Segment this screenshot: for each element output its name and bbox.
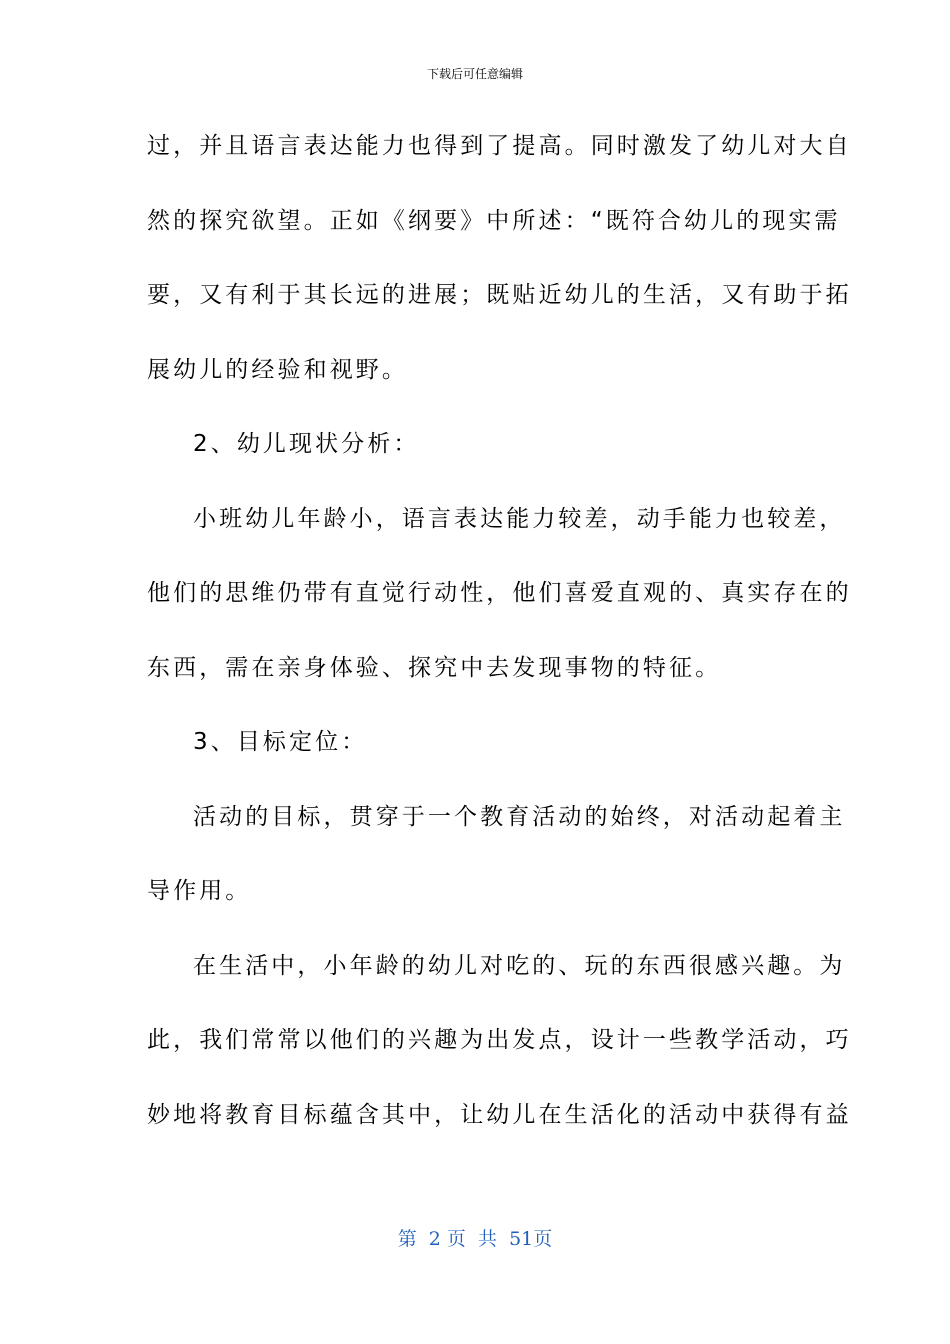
body-line-3: 要，又有利于其长远的进展；既贴近幼儿的生活，又有助于拓 — [147, 282, 852, 308]
section-heading-2: 2、幼儿现状分析： — [193, 431, 420, 457]
body-line-7: 他们的思维仍带有直觉行动性，他们喜爱直观的、真实存在的 — [147, 580, 852, 606]
body-line-10: 活动的目标，贯穿于一个教育活动的始终，对活动起着主 — [193, 803, 846, 830]
body-line-1: 过，并且语言表达能力也得到了提高。同时激发了幼儿对大自 — [147, 133, 852, 159]
document-body — [147, 124, 852, 1167]
page-header-note: 下载后可任意编辑 — [426, 67, 523, 81]
body-line-14: 妙地将教育目标蕴含其中，让幼儿在生活化的活动中获得有益 — [147, 1101, 852, 1128]
body-line-2: 然的探究欲望。正如《纲要》中所述：“既符合幼儿的现实需 — [147, 207, 841, 234]
body-line-11: 导作用。 — [147, 878, 252, 904]
body-line-13: 此，我们常常以他们的兴趣为出发点，设计一些教学活动，巧 — [147, 1027, 852, 1053]
section-heading-3: 3、目标定位： — [193, 729, 368, 755]
body-line-4: 展幼儿的经验和视野。 — [147, 356, 408, 383]
body-line-8: 东西，需在亲身体验、探究中去发现事物的特征。 — [147, 654, 722, 681]
page-number-footer: 第 2 页 共 51页 — [397, 1228, 553, 1250]
body-line-12: 在生活中，小年龄的幼儿对吃的、玩的东西很感兴趣。为 — [193, 952, 846, 979]
body-line-6: 小班幼儿年龄小，语言表达能力较差，动手能力也较差， — [193, 505, 846, 532]
